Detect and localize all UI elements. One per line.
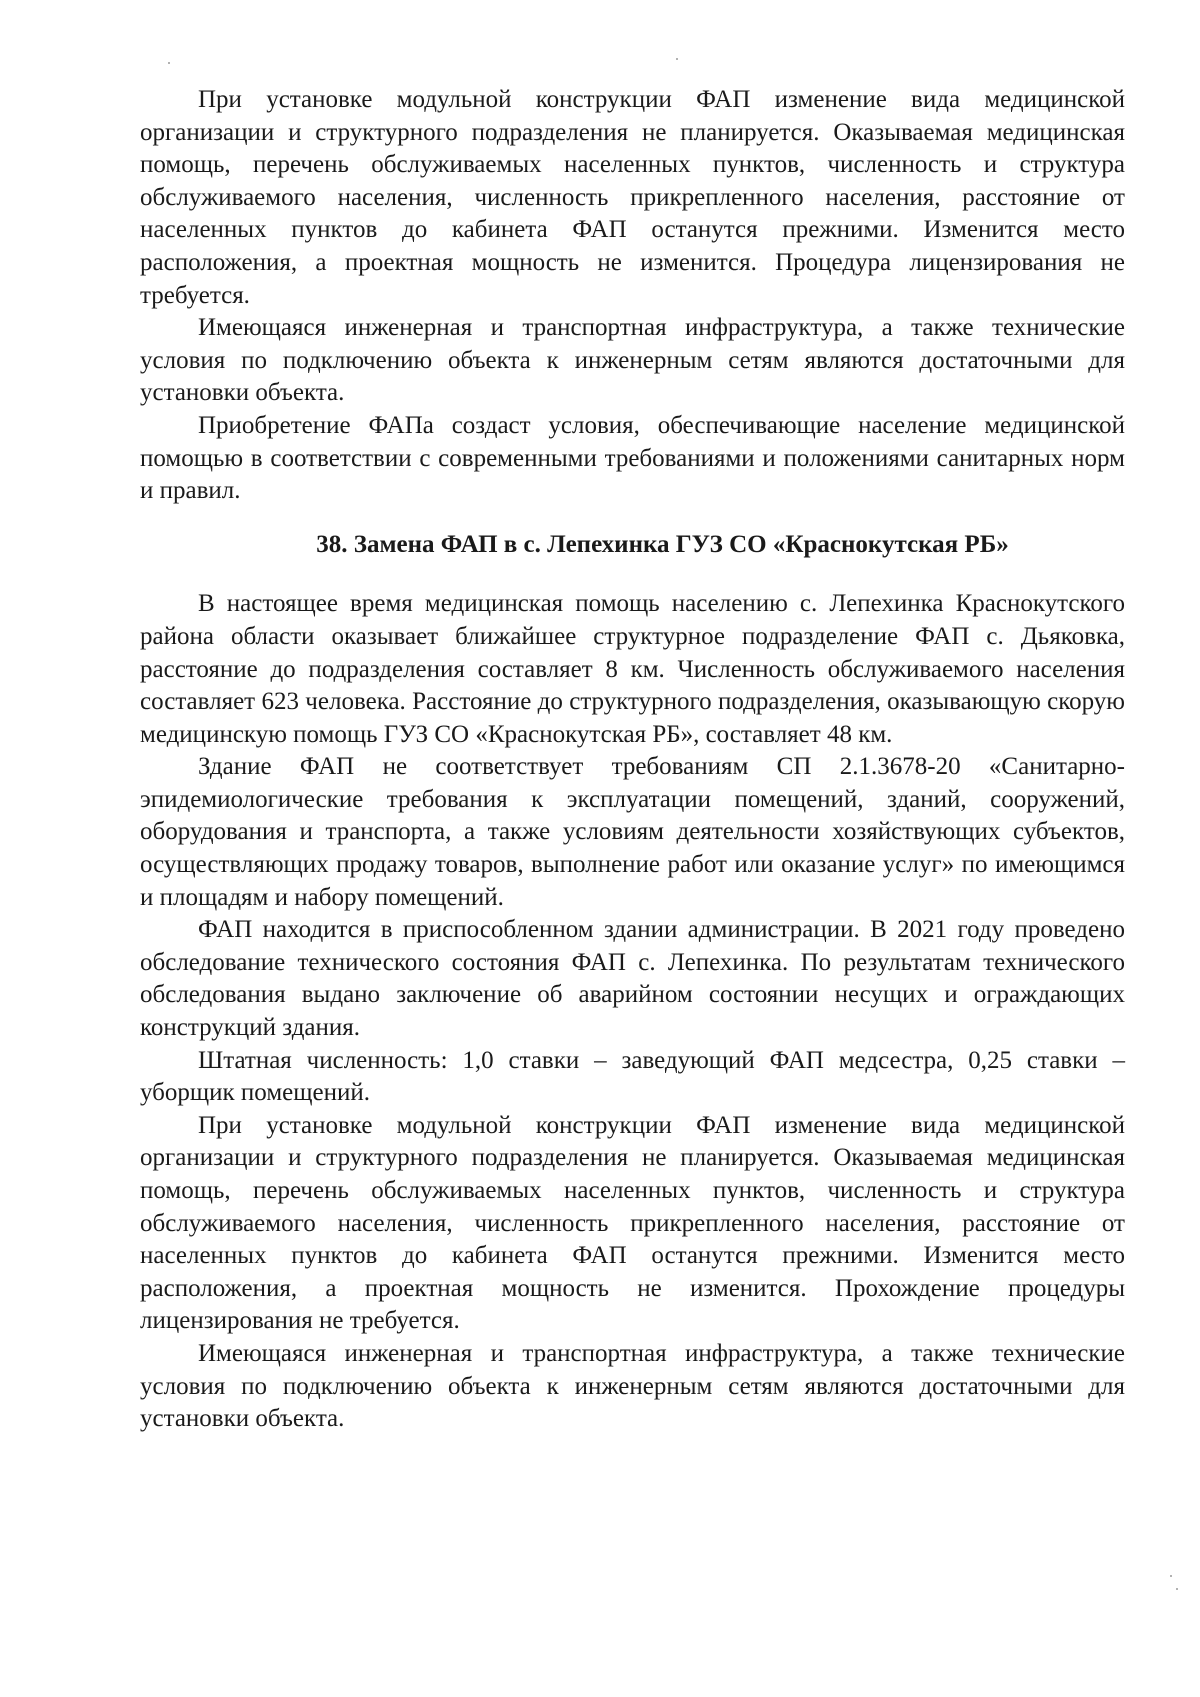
paragraph-modular-construction: При установке модульной конструкции ФАП изменение вида медицинской организации и структурного подразделения не планируется. Оказываемая медицинская помощь, перечень обслуживаемых населенных пунктов, численность и структура обслуживаемого населения, численность прикрепленного населения, расстояние от населенных пунктов до кабинета ФАП останутся прежними. Изменится место расположения, а проектная мощность не изменится. Прохождение процедуры лицензирования не требуется. <box>140 1111 1125 1335</box>
document-page <box>140 84 1125 1436</box>
paragraph-building-condition: ФАП находится в приспособленном здании администрации. В 2021 году проведено обследование технического состояния ФАП с. Лепехинка. По результатам технического обследования выдано заключение об аварийном состоянии несущих и ограждающих конструкций здания. <box>140 916 1125 1042</box>
paragraph-staffing: Штатная численность: 1,0 ставки – заведующий ФАП медсестра, 0,25 ставки – уборщик помещений. <box>140 1046 1125 1107</box>
section-heading: 38. Замена ФАП в с. Лепехинка ГУЗ СО «Краснокутская РБ» <box>316 530 1009 558</box>
paragraph-current-care: В настоящее время медицинская помощь населению с. Лепехинка Краснокутского района области оказывает ближайшее структурное подразделение ФАП с. Дьяковка, расстояние до подразделения составляет 8 км. Численность обслуживаемого населения составляет 623 человека. Расстояние до структурного подразделения, оказывающую скорую медицинскую помощь ГУЗ СО «Краснокутская РБ», составляет 48 км. <box>140 590 1125 748</box>
paragraph-infrastructure: Имеющаяся инженерная и транспортная инфраструктура, а также технические условия по подключению объекта к инженерным сетям являются достаточными для установки объекта. <box>140 314 1125 407</box>
scan-speck <box>1176 1588 1178 1590</box>
scan-speck <box>676 58 678 60</box>
scan-speck <box>168 62 170 64</box>
paragraph-building-requirements: Здание ФАП не соответствует требованиям СП 2.1.3678-20 «Санитарно-эпидемиологические требования к эксплуатации помещений, зданий, сооружений, оборудования и транспорта, а также условиям деятельности хозяйствующих субъектов, осуществляющих продажу товаров, выполнение работ или оказание услуг» по имеющимся и площадям и набору помещений. <box>140 753 1125 911</box>
section-previous-continuation <box>140 84 1125 508</box>
paragraph-modular-construction: При установке модульной конструкции ФАП изменение вида медицинской организации и структурного подразделения не планируется. Оказываемая медицинская помощь, перечень обслуживаемых населенных пунктов, численность и структура обслуживаемого населения, численность прикрепленного населения, расстояние от населенных пунктов до кабинета ФАП останутся прежними. Изменится место расположения, а проектная мощность не изменится. Процедура лицензирования не требуется. <box>140 86 1125 309</box>
section-lepekhinka <box>140 529 1125 1436</box>
scan-speck <box>1170 1575 1172 1577</box>
paragraph-infrastructure: Имеющаяся инженерная и транспортная инфраструктура, а также технические условия по подключению объекта к инженерным сетям являются достаточными для установки объекта. <box>140 1339 1125 1433</box>
paragraph-acquisition: Приобретение ФАПа создаст условия, обеспечивающие население медицинской помощью в соответствии с современными требованиями и положениями санитарных норм и правил. <box>140 411 1125 505</box>
